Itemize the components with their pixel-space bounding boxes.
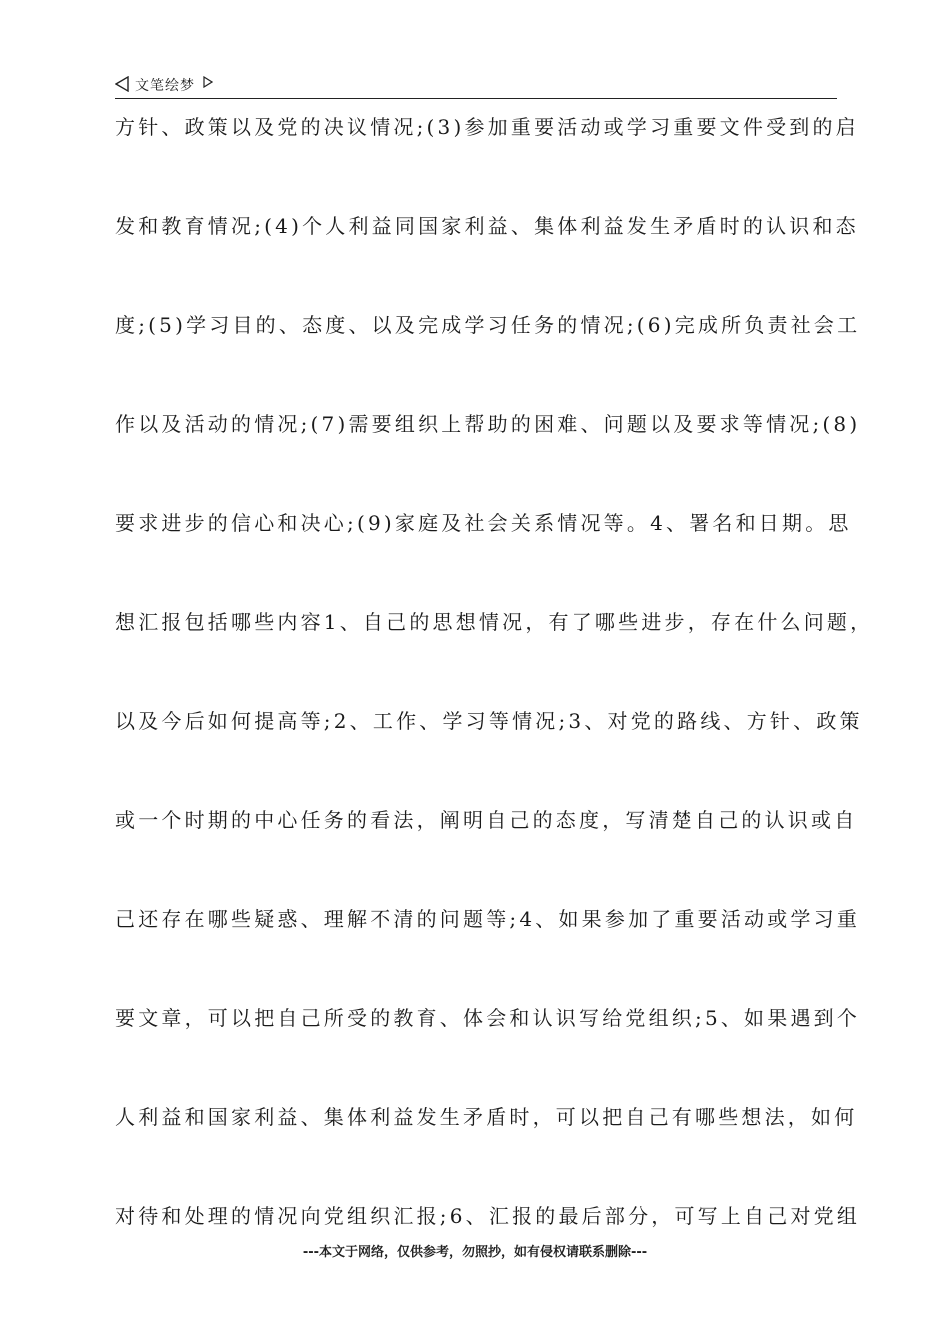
header-title: 文笔绘梦 — [135, 78, 195, 94]
body-line: 对待和处理的情况向党组织汇报;6、汇报的最后部分，可写上自己对党组 — [115, 1204, 861, 1228]
body-line: 己还存在哪些疑惑、理解不清的问题等;4、如果参加了重要活动或学习重 — [115, 907, 861, 931]
document-body — [115, 112, 874, 1300]
back-triangle-icon — [115, 76, 129, 92]
body-line: 方针、政策以及党的决议情况;(3)参加重要活动或学习重要文件受到的启 — [115, 115, 859, 139]
body-line: 以及今后如何提高等;2、工作、学习等情况;3、对党的路线、方针、政策 — [115, 709, 863, 733]
body-line: 作以及活动的情况;(7)需要组织上帮助的困难、问题以及要求等情况;(8) — [115, 412, 861, 436]
body-line: 发和教育情况;(4)个人利益同国家利益、集体利益发生矛盾时的认识和态 — [115, 214, 859, 238]
body-line: 度;(5)学习目的、态度、以及完成学习任务的情况;(6)完成所负责社会工 — [115, 313, 861, 337]
footer-disclaimer: ---本文于网络，仅供参考，勿照抄，如有侵权请联系删除--- — [302, 1245, 648, 1260]
body-line: 人利益和国家利益、集体利益发生矛盾时，可以把自己有哪些想法，如何 — [115, 1105, 858, 1129]
body-line: 想汇报包括哪些内容1、自己的思想情况，有了哪些进步，存在什么问题， — [115, 610, 874, 634]
play-triangle-icon — [203, 76, 213, 88]
body-line: 或一个时期的中心任务的看法，阐明自己的态度，写清楚自己的认识或自 — [115, 808, 858, 832]
page-header — [115, 72, 837, 99]
body-line: 要求进步的信心和决心;(9)家庭及社会关系情况等。4、署名和日期。思 — [115, 511, 852, 535]
body-line: 要文章，可以把自己所受的教育、体会和认识写给党组织;5、如果遇到个 — [115, 1006, 861, 1030]
